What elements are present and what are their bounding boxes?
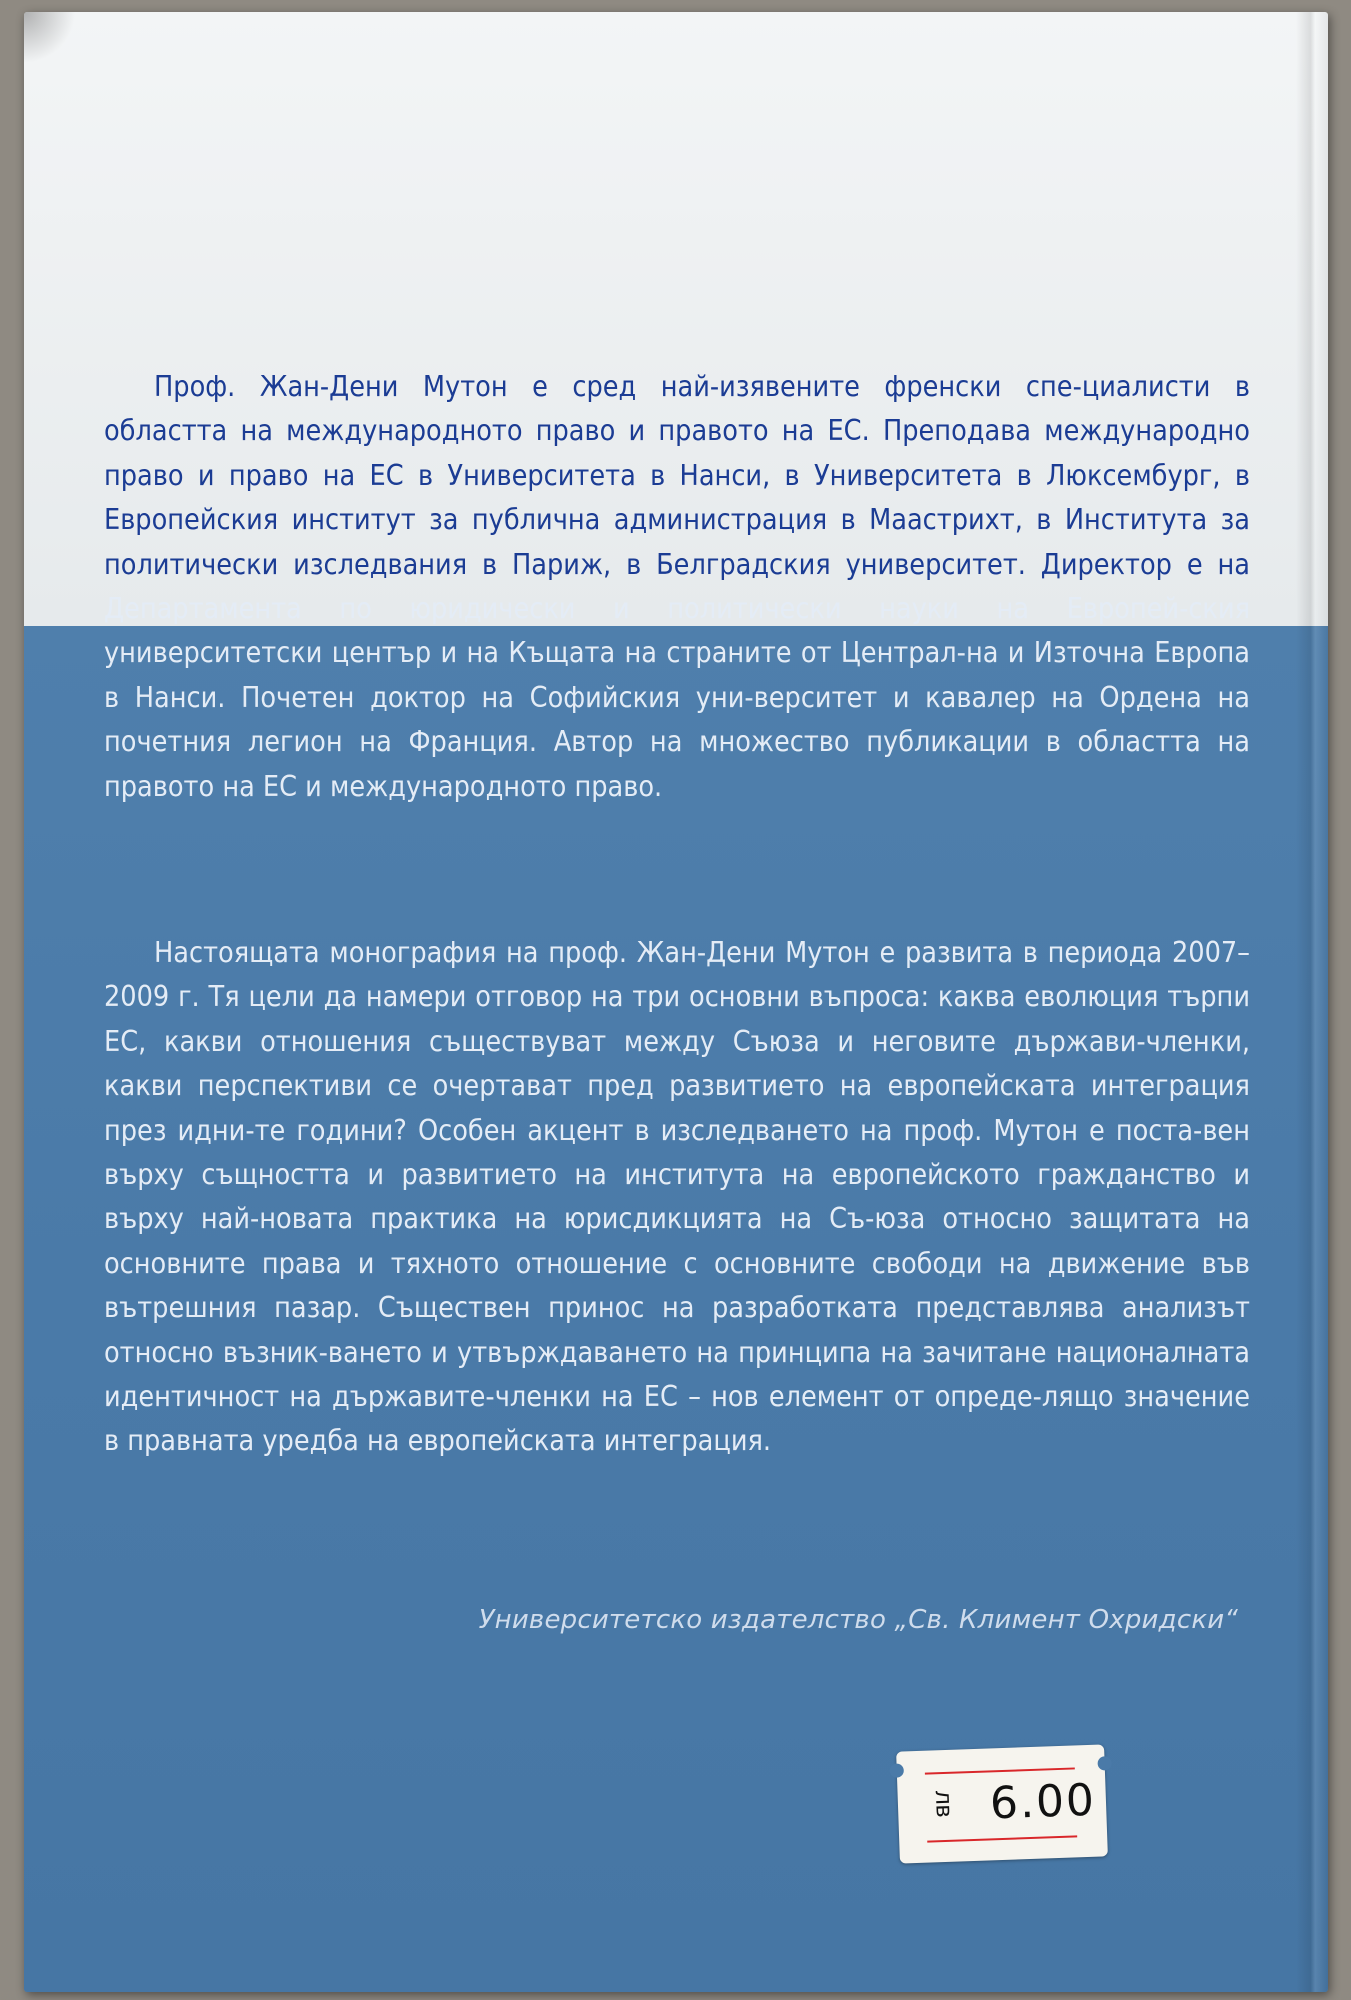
desc-line: принос на разработката представлява анализът относно възник- <box>104 1291 1250 1369</box>
desc-line: юза относно защитата на основните права и тяхното отношение с <box>104 1202 1251 1280</box>
desc-line: вен върху същността и развитието на института на европейското <box>104 1113 1250 1192</box>
desc-line: въпроса: каква еволюция търпи ЕС, какви отношения съществуват <box>104 980 1250 1058</box>
monograph-description-paragraph <box>104 931 1250 1464</box>
bio-line: публична администрация в Маастрихт, в Института за политически <box>104 503 1250 581</box>
worn-corner <box>24 12 84 72</box>
desc-line: очертават пред развитието на европейската интеграция през идни- <box>104 1069 1250 1147</box>
bio-line: верситет и кавалер на Ордена на почетния легион на Франция. <box>104 680 1251 759</box>
desc-line: Настоящата монография на проф. Жан-Дени Мутон е развита в <box>154 936 1038 969</box>
price-sticker <box>896 1744 1108 1863</box>
spine-edge <box>1296 12 1328 1992</box>
bio-line: Нанси, в Университета в Люксембург, в Европейския институт за <box>104 458 1250 537</box>
bio-line: Автор на множество публикации в областта на правото на ЕС и <box>104 725 1250 803</box>
desc-line: между Съюза и неговите държави-членки, какви перспективи се <box>104 1024 1250 1103</box>
author-bio-paragraph <box>104 365 1250 809</box>
bio-line: Департамента по юридически и политически науки на Европей- <box>104 592 1189 626</box>
price-red-line <box>927 1835 1077 1842</box>
bio-line: изследвания в Париж, в Белградския университет. Директор е на <box>293 547 1250 581</box>
publisher-name: Университетско издателство „Св. Климент Охридски“ <box>478 1605 1238 1635</box>
desc-line: идентичност на държавите-членки на ЕС – нов елемент от опреде- <box>104 1380 1042 1414</box>
desc-line: лящо значение в правната уредба на европейската интеграция. <box>104 1380 1250 1458</box>
price-red-line <box>925 1767 1075 1774</box>
price-value: 6.00 <box>989 1774 1097 1830</box>
desc-line: гражданство и върху най-новата практика на юрисдикцията на Съ- <box>104 1158 1250 1236</box>
desc-line: основните свободи на движение във вътрешния пазар. Съществен <box>104 1246 1250 1325</box>
bio-line: циалисти в областта на международното право и правото на ЕС. <box>104 370 1251 448</box>
bio-line: ския университетски център и на Къщата на страните от Централ- <box>104 592 1250 670</box>
desc-line: те години? Особен акцент в изследването на проф. Мутон е поста- <box>254 1113 1203 1147</box>
price-currency: лв <box>929 1790 958 1818</box>
bio-line: международното право. <box>330 769 663 803</box>
bio-line: Проф. Жан-Дени Мутон е сред най-изявените френски спе- <box>154 370 1082 403</box>
bio-line: Преподава международно право и право на ЕС в Университета в <box>104 414 1250 492</box>
desc-line: ването и утвърждаването на принципа на зачитане националната <box>327 1335 1251 1369</box>
bio-line: на и Източна Европа в Нанси. Почетен доктор на Софийския уни- <box>104 636 1250 714</box>
sticker-notch <box>890 1763 904 1777</box>
desc-line: периода 2007–2009 г. Тя цели да намери отговор на три основни <box>104 936 1251 1014</box>
